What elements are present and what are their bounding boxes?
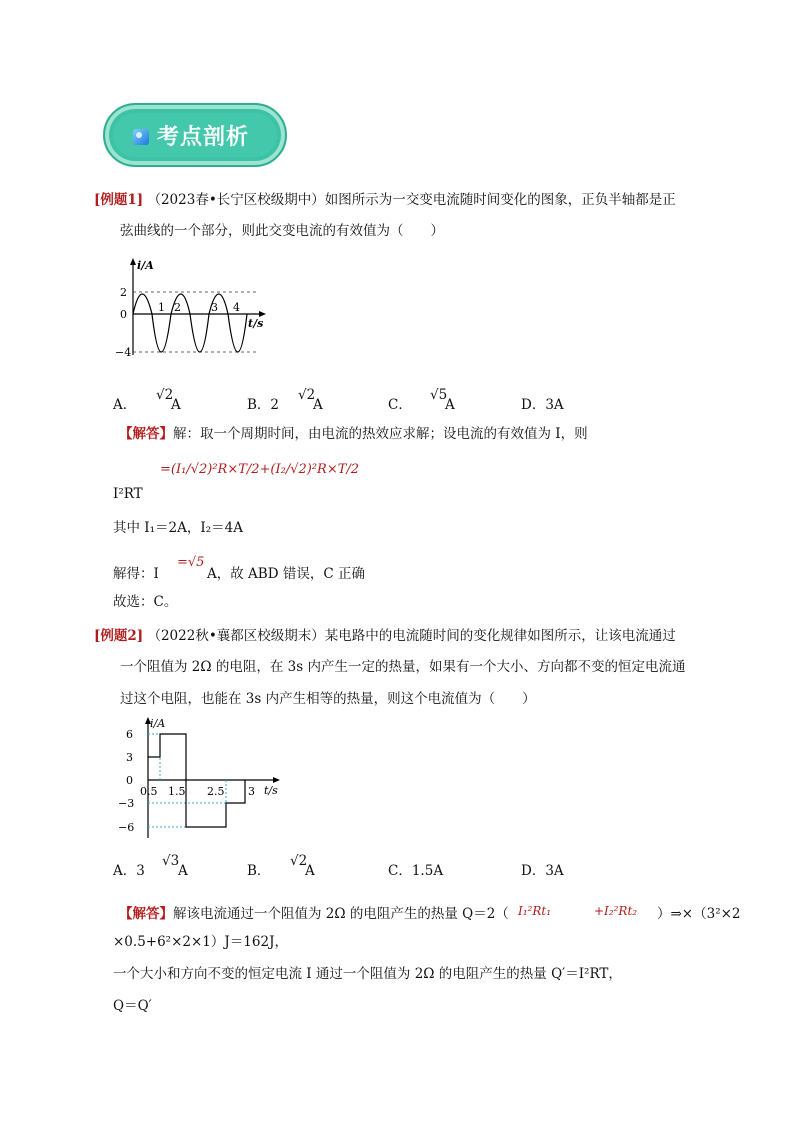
q1-ytick-0: 0 (120, 308, 127, 321)
q1-wave (133, 294, 247, 352)
q1-option-c-radical: √5 (430, 387, 448, 403)
q2-text-line1 (94, 626, 676, 646)
q2-line3: 过这个电阻，也能在 3s 内产生相等的热量，则这个电流值为（ ） (120, 691, 536, 707)
q1-option-b-unit: A (313, 397, 323, 413)
q1-choose: 故选：C。 (113, 594, 178, 610)
q1-ytick-2: 2 (120, 286, 127, 299)
q1-option-d: D．3A (521, 397, 564, 413)
q1-ytick-neg4: −4 (115, 346, 132, 359)
q1-formula-lhs: I²RT (113, 486, 143, 502)
q2-option-a-radical: √3 (162, 853, 180, 869)
q2-ytick-neg6: −6 (118, 821, 135, 834)
q1-answer-tag: 【解答】 (119, 426, 173, 442)
q2-answer-line4: Q＝Q′ (113, 998, 152, 1014)
section-title: 考点剖析 (157, 125, 250, 150)
q2-xtick-25: 2.5 (207, 785, 225, 798)
q1-xtick-4: 4 (233, 301, 240, 314)
q1-xlabel: t/s (248, 317, 264, 330)
q1-solve-math: =√5 (177, 555, 205, 570)
q2-answer-line1a: 【解答】解该电流通过一个阻值为 2Ω 的电阻产生的热量 Q＝2（ (119, 906, 509, 922)
q2-ylabel: i/A (150, 717, 166, 730)
q2-option-b: B． (247, 863, 271, 879)
q2-tag: [例题2] (94, 628, 144, 644)
q2-graph (112, 714, 292, 842)
q1-ylabel: i/A (137, 259, 154, 272)
q2-option-a: A．3 (113, 863, 145, 879)
q2-xtick-05: 0.5 (140, 785, 158, 798)
q1-option-b: B．2 (247, 397, 280, 413)
q1-xtick-2: 2 (174, 301, 181, 314)
q2-option-a-unit: A (178, 863, 188, 879)
q2-option-b-radical: √2 (290, 853, 308, 869)
section-icon (133, 129, 149, 145)
q1-where: 其中 I₁＝2A，I₂＝4A (113, 520, 243, 536)
q2-option-d: D．3A (521, 863, 564, 879)
q1-option-a: A． (113, 397, 137, 413)
q1-graph (112, 255, 272, 365)
q1-y-arrow (130, 258, 136, 265)
q1-option-a-radical: √2 (156, 387, 174, 403)
q1-formula: =(I₁/√2)²R×T/2+(I₂/√2)²R×T/2 (160, 462, 360, 477)
q2-answer-line2: ×0.5+6²×2×1）J＝162J， (113, 934, 288, 950)
q2-line1: （2022秋•襄都区校级期末）某电路中的电流随时间的变化规律如图所示，让该电流通过 (147, 628, 676, 644)
q1-solve-post: A，故 ABD 错误，C 正确 (207, 566, 365, 582)
q1-solve-pre: 解得：I (113, 566, 159, 582)
q1-tag: [例题1] (94, 192, 144, 208)
q1-option-c-unit: A (445, 397, 455, 413)
q2-answer-tag: 【解答】 (119, 906, 173, 922)
q1-line2: 弦曲线的一个部分，则此交变电流的有效值为（ ） (120, 223, 444, 239)
section-badge (103, 103, 287, 167)
q2-xtick-3: 3 (248, 785, 255, 798)
q2-option-c: C．1.5A (388, 863, 444, 879)
q2-answer-line1d: ）⇒×（3²×2 (657, 906, 741, 922)
q2-x-arrow (273, 777, 280, 783)
q2-answer-line3: 一个大小和方向不变的恒定电流 I 通过一个阻值为 2Ω 的电阻产生的热量 Q′＝I²RT， (113, 966, 622, 982)
q2-xlabel: t/s (264, 784, 278, 797)
q2-ytick-0: 0 (126, 774, 133, 787)
q2-answer-term1: I₁²Rt₁ (518, 904, 552, 918)
q1-line1: （2023春•长宁区校级期中）如图所示为一交变电流随时间变化的图象，正负半轴都是正 (147, 192, 676, 208)
q2-answer-term2: +I₂²Rt₂ (594, 904, 638, 918)
q1-xtick-1: 1 (158, 301, 165, 314)
q2-ytick-3: 3 (126, 751, 133, 764)
q1-xtick-3: 3 (211, 301, 218, 314)
q1-text-line1 (94, 190, 676, 210)
q1-answer-line1: 【解答】解：取一个周期时间，由电流的热效应求解；设电流的有效值为 I，则 (119, 426, 588, 442)
q1-option-a-unit: A (171, 397, 181, 413)
q2-ytick-6: 6 (126, 728, 133, 741)
q2-xtick-15: 1.5 (168, 785, 186, 798)
q2-ytick-neg3: −3 (118, 797, 135, 810)
q2-option-b-unit: A (305, 863, 315, 879)
q2-line2: 一个阻值为 2Ω 的电阻，在 3s 内产生一定的热量，如果有一个大小、方向都不变的恒定电流通 (120, 659, 686, 675)
q1-option-c: C． (388, 397, 412, 413)
q1-option-b-radical: √2 (298, 387, 316, 403)
